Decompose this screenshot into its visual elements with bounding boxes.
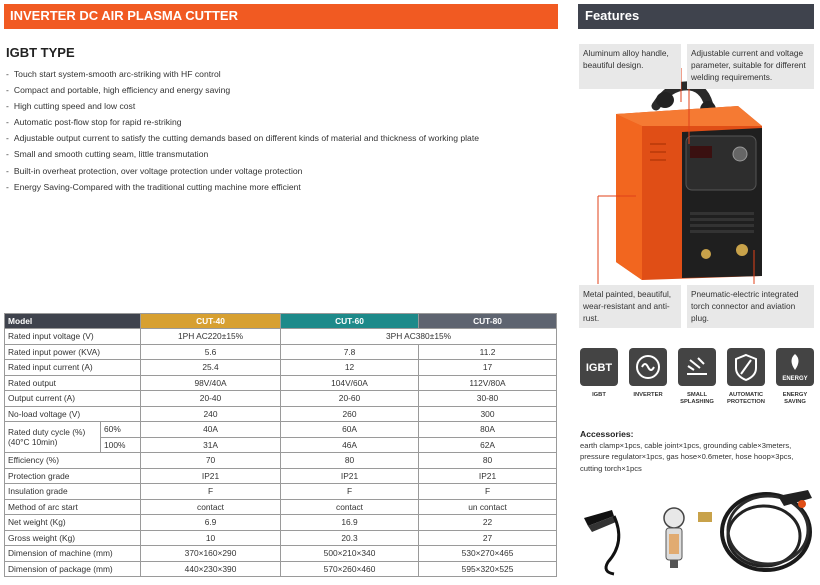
cell: 20-40 [141,391,281,407]
cell: 240 [141,406,281,422]
cell: 12 [281,360,419,376]
row-label: Rated input current (A) [5,360,141,376]
row-label: Protection grade [5,468,141,484]
cell: 31A [141,437,281,453]
cell: 80 [419,453,557,469]
cell: 500×210×340 [281,546,419,562]
callout-pneumatic: Pneumatic-electric integrated torch connector and aviation plug. [687,285,814,328]
row-label: Method of arc start [5,499,141,515]
feature-icons-row [578,348,814,408]
automatic-protection-icon [727,348,765,386]
cell: IP21 [281,468,419,484]
energy-saving-icon [776,348,814,386]
table-row [5,561,557,577]
feature-item: - High cutting speed and low cost [6,98,556,114]
cell: contact [281,499,419,515]
igbt-icon-glyph: IGBT [585,362,613,374]
cell: 300 [419,406,557,422]
table-row [5,422,557,438]
cell: IP21 [419,468,557,484]
accessories-text: earth clamp×1pcs, cable joint×1pcs, grounding cable×3meters, pressure regulator×1pcs, gas hose×0.6meter, hose hoop×3pcs, cutting torch×1pcs [580,441,794,473]
cell: 440×230×390 [141,561,281,577]
table-row [5,468,557,484]
feature-item: - Automatic post-flow stop for rapid re-striking [6,114,556,130]
row-label: No-load voltage (V) [5,406,141,422]
igbt-icon [580,348,618,386]
cell: 46A [281,437,419,453]
cell: 530×270×465 [419,546,557,562]
cell: 80 [281,453,419,469]
cell: 370×160×290 [141,546,281,562]
section-title: IGBT TYPE [6,45,75,60]
inverter-icon [629,348,667,386]
cell: F [419,484,557,500]
spec-table [4,313,557,577]
callout-adjustable: Adjustable current and voltage parameter, suitable for different welding requirements. [687,44,814,89]
cell: 16.9 [281,515,419,531]
feature-item: - Adjustable output current to satisfy the cutting demands based on different kinds of material and thickness of working plate [6,130,556,146]
feature-item: - Small and smooth cutting seam, little transmutation [6,146,556,162]
icon-caption: ENERGY SAVING [782,392,808,405]
callout-handle: Aluminum alloy handle, beautiful design. [579,44,681,89]
table-row [5,360,557,376]
cell: 6.9 [141,515,281,531]
duty-label-line1: Rated duty cycle (%) [8,427,86,437]
icon-caption: INVERTER [633,392,663,398]
callout-metal-painted: Metal painted, beautiful, wear-resistant and anti-rust. [579,285,681,328]
feature-item: - Energy Saving-Compared with the traditional cutting machine more efficient [6,179,556,195]
cell: 60A [281,422,419,438]
duty-pct: 100% [101,437,141,453]
cell: F [141,484,281,500]
table-row [5,484,557,500]
row-label: Gross weight (Kg) [5,530,141,546]
features-title: Features [585,8,640,23]
table-row [5,329,557,345]
table-header-row [5,314,557,329]
table-row [5,406,557,422]
table-row [5,391,557,407]
features-title-bar [578,4,814,28]
header-cut40: CUT-40 [141,314,281,329]
cell: 5.6 [141,344,281,360]
header-cut80: CUT-80 [419,314,557,329]
cell: contact [141,499,281,515]
cell: 25.4 [141,360,281,376]
accessories-image [578,482,816,580]
feature-item: - Touch start system-smooth arc-striking with HF control [6,66,556,82]
row-label: Efficiency (%) [5,453,141,469]
cell: 20-60 [281,391,419,407]
product-title: INVERTER DC AIR PLASMA CUTTER [10,8,238,23]
features-underline [578,28,814,29]
cell: 570×260×460 [281,561,419,577]
row-label: Net weight (Kg) [5,515,141,531]
icon-caption: AUTOMATIC PROTECTION [726,392,765,405]
cell: IP21 [141,468,281,484]
cell: 70 [141,453,281,469]
table-row [5,515,557,531]
duty-pct: 60% [101,422,141,438]
cell: 20.3 [281,530,419,546]
header-cut60: CUT-60 [281,314,419,329]
product-title-bar [4,4,558,28]
table-row [5,530,557,546]
cell: 98V/40A [141,375,281,391]
cell: 30-80 [419,391,557,407]
duty-label-line2: (40°C 10min) [8,437,58,447]
table-row [5,344,557,360]
cell: 62A [419,437,557,453]
cell: 27 [419,530,557,546]
energy-icon-glyph: ENERGY [782,376,808,382]
duty-cycle-label [5,422,101,453]
accessories-title: Accessories: [580,429,634,439]
cell: 10 [141,530,281,546]
row-label: Rated input power (KVA) [5,344,141,360]
cell: 260 [281,406,419,422]
row-label: Rated output [5,375,141,391]
table-row [5,499,557,515]
cell: 3PH AC380±15% [281,329,557,345]
cell: F [281,484,419,500]
cell: 112V/80A [419,375,557,391]
row-label: Output current (A) [5,391,141,407]
feature-item: - Built-in overheat protection, over voltage protection under voltage protection [6,163,556,179]
cell: 17 [419,360,557,376]
cell: 104V/60A [281,375,419,391]
row-label: Dimension of machine (mm) [5,546,141,562]
table-row [5,453,557,469]
feature-list [6,66,556,195]
cell: 22 [419,515,557,531]
title-underline [4,28,558,29]
row-label: Insulation grade [5,484,141,500]
cell: un contact [419,499,557,515]
row-label: Rated input voltage (V) [5,329,141,345]
cell: 40A [141,422,281,438]
icon-caption: SMALL SPLASHING [680,392,714,405]
cell: 7.8 [281,344,419,360]
cell: 595×320×525 [419,561,557,577]
table-row [5,375,557,391]
header-model: Model [5,314,141,329]
cell: 1PH AC220±15% [141,329,281,345]
accessories-illustration [578,482,816,580]
row-label: Dimension of package (mm) [5,561,141,577]
table-row [5,546,557,562]
small-splashing-icon [678,348,716,386]
cell: 11.2 [419,344,557,360]
cell: 80A [419,422,557,438]
feature-item: - Compact and portable, high efficiency and energy saving [6,82,556,98]
icon-caption: IGBT [592,392,606,398]
